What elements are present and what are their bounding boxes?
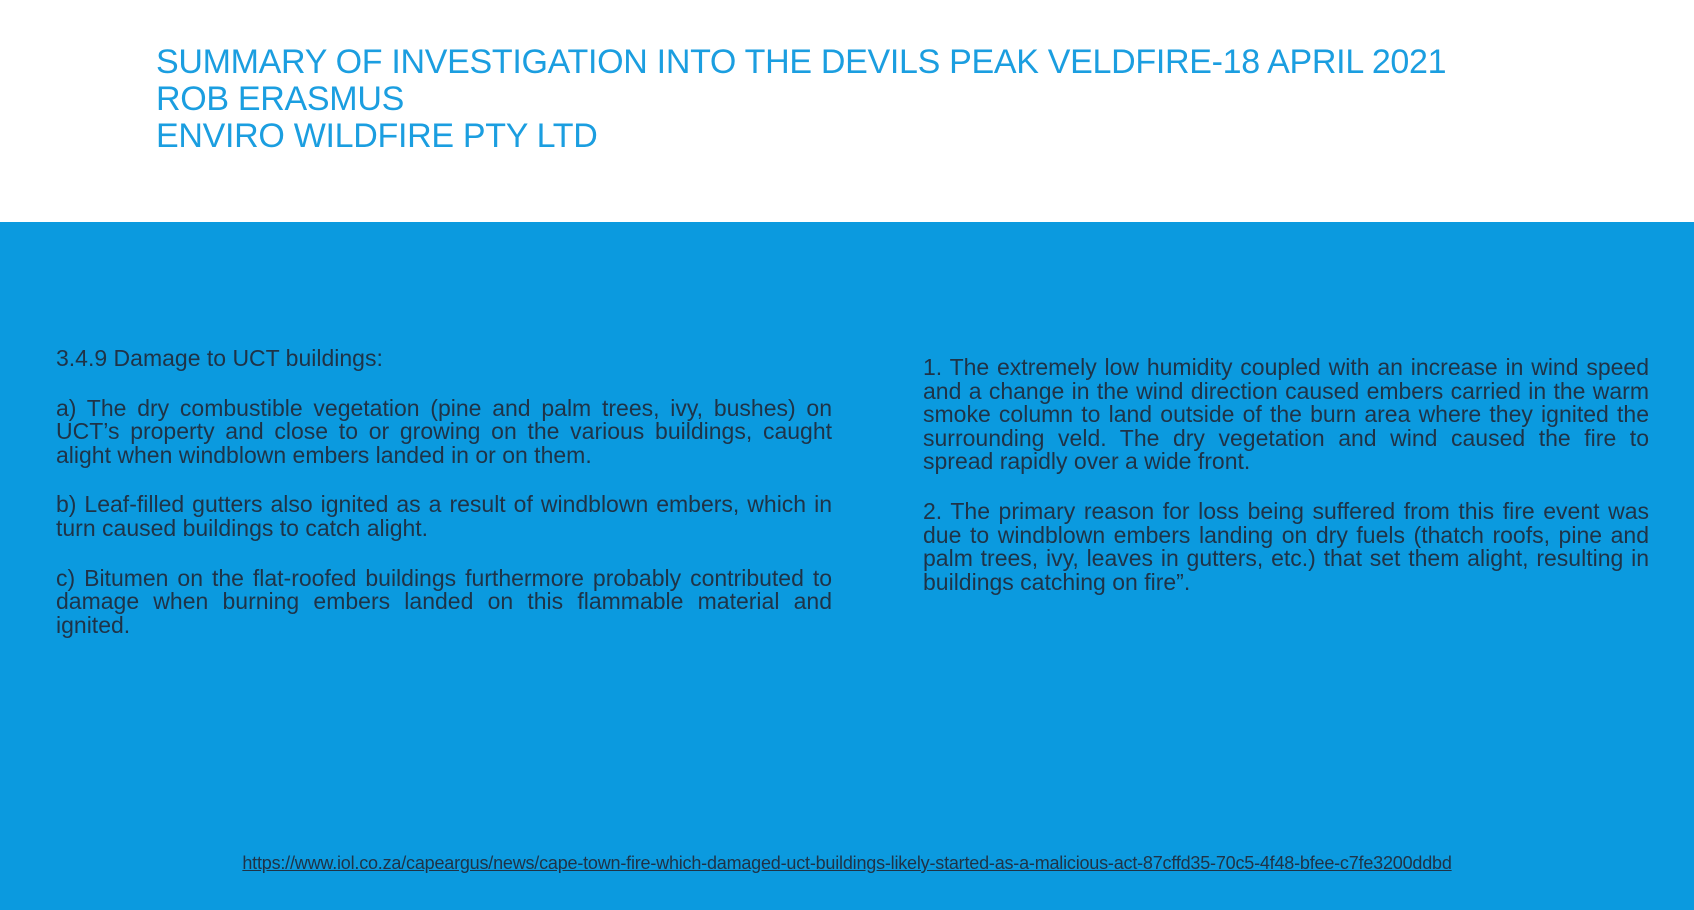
right-paragraph-2: 2. The primary reason for loss being suffered from this fire event was due to windblown embers landing on dry fuels (thatch roofs, pine and palm trees, ivy, leaves in gutters, etc.) that set them alight, resulting in buildings catching on fire”. [923, 497, 1649, 595]
right-column [923, 356, 1649, 620]
left-column-heading: 3.4.9 Damage to UCT buildings: [56, 345, 383, 371]
right-paragraph-1: 1. The extremely low humidity coupled with an increase in wind speed and a change in the wind direction caused embers carried in the warm smoke column to land outside of the burn area where they ignited the surrounding veld. The dry vegetation and wind caused the fire to spread rapidly over a wide front. [923, 354, 1649, 475]
slide-header [0, 0, 1694, 222]
title-line-3: ENVIRO WILDFIRE PTY LTD [156, 117, 598, 155]
left-paragraph-c: c) Bitumen on the flat-roofed buildings furthermore probably contributed to damage when burning embers landed on this flammable material and ignited. [56, 564, 832, 638]
title-line-2: ROB ERASMUS [156, 80, 404, 118]
source-footer [0, 853, 1694, 874]
slide-title [156, 44, 1446, 155]
left-paragraph-a: a) The dry combustible vegetation (pine and palm trees, ivy, bushes) on UCT’s property and close to or growing on the various buildings, caught alight when windblown embers landed in or on them. [56, 394, 832, 468]
left-column [56, 347, 832, 663]
left-paragraph-b: b) Leaf-filled gutters also ignited as a result of windblown embers, which in turn caused buildings to catch alight. [56, 491, 832, 541]
title-line-1: SUMMARY OF INVESTIGATION INTO THE DEVILS PEAK VELDFIRE-18 APRIL 2021 [156, 43, 1447, 81]
source-link[interactable]: https://www.iol.co.za/capeargus/news/cape-town-fire-which-damaged-uct-buildings-likely-started-as-a-malicious-act-87cffd35-70c5-4f48-bfee-c7fe3200ddbd [242, 853, 1452, 873]
